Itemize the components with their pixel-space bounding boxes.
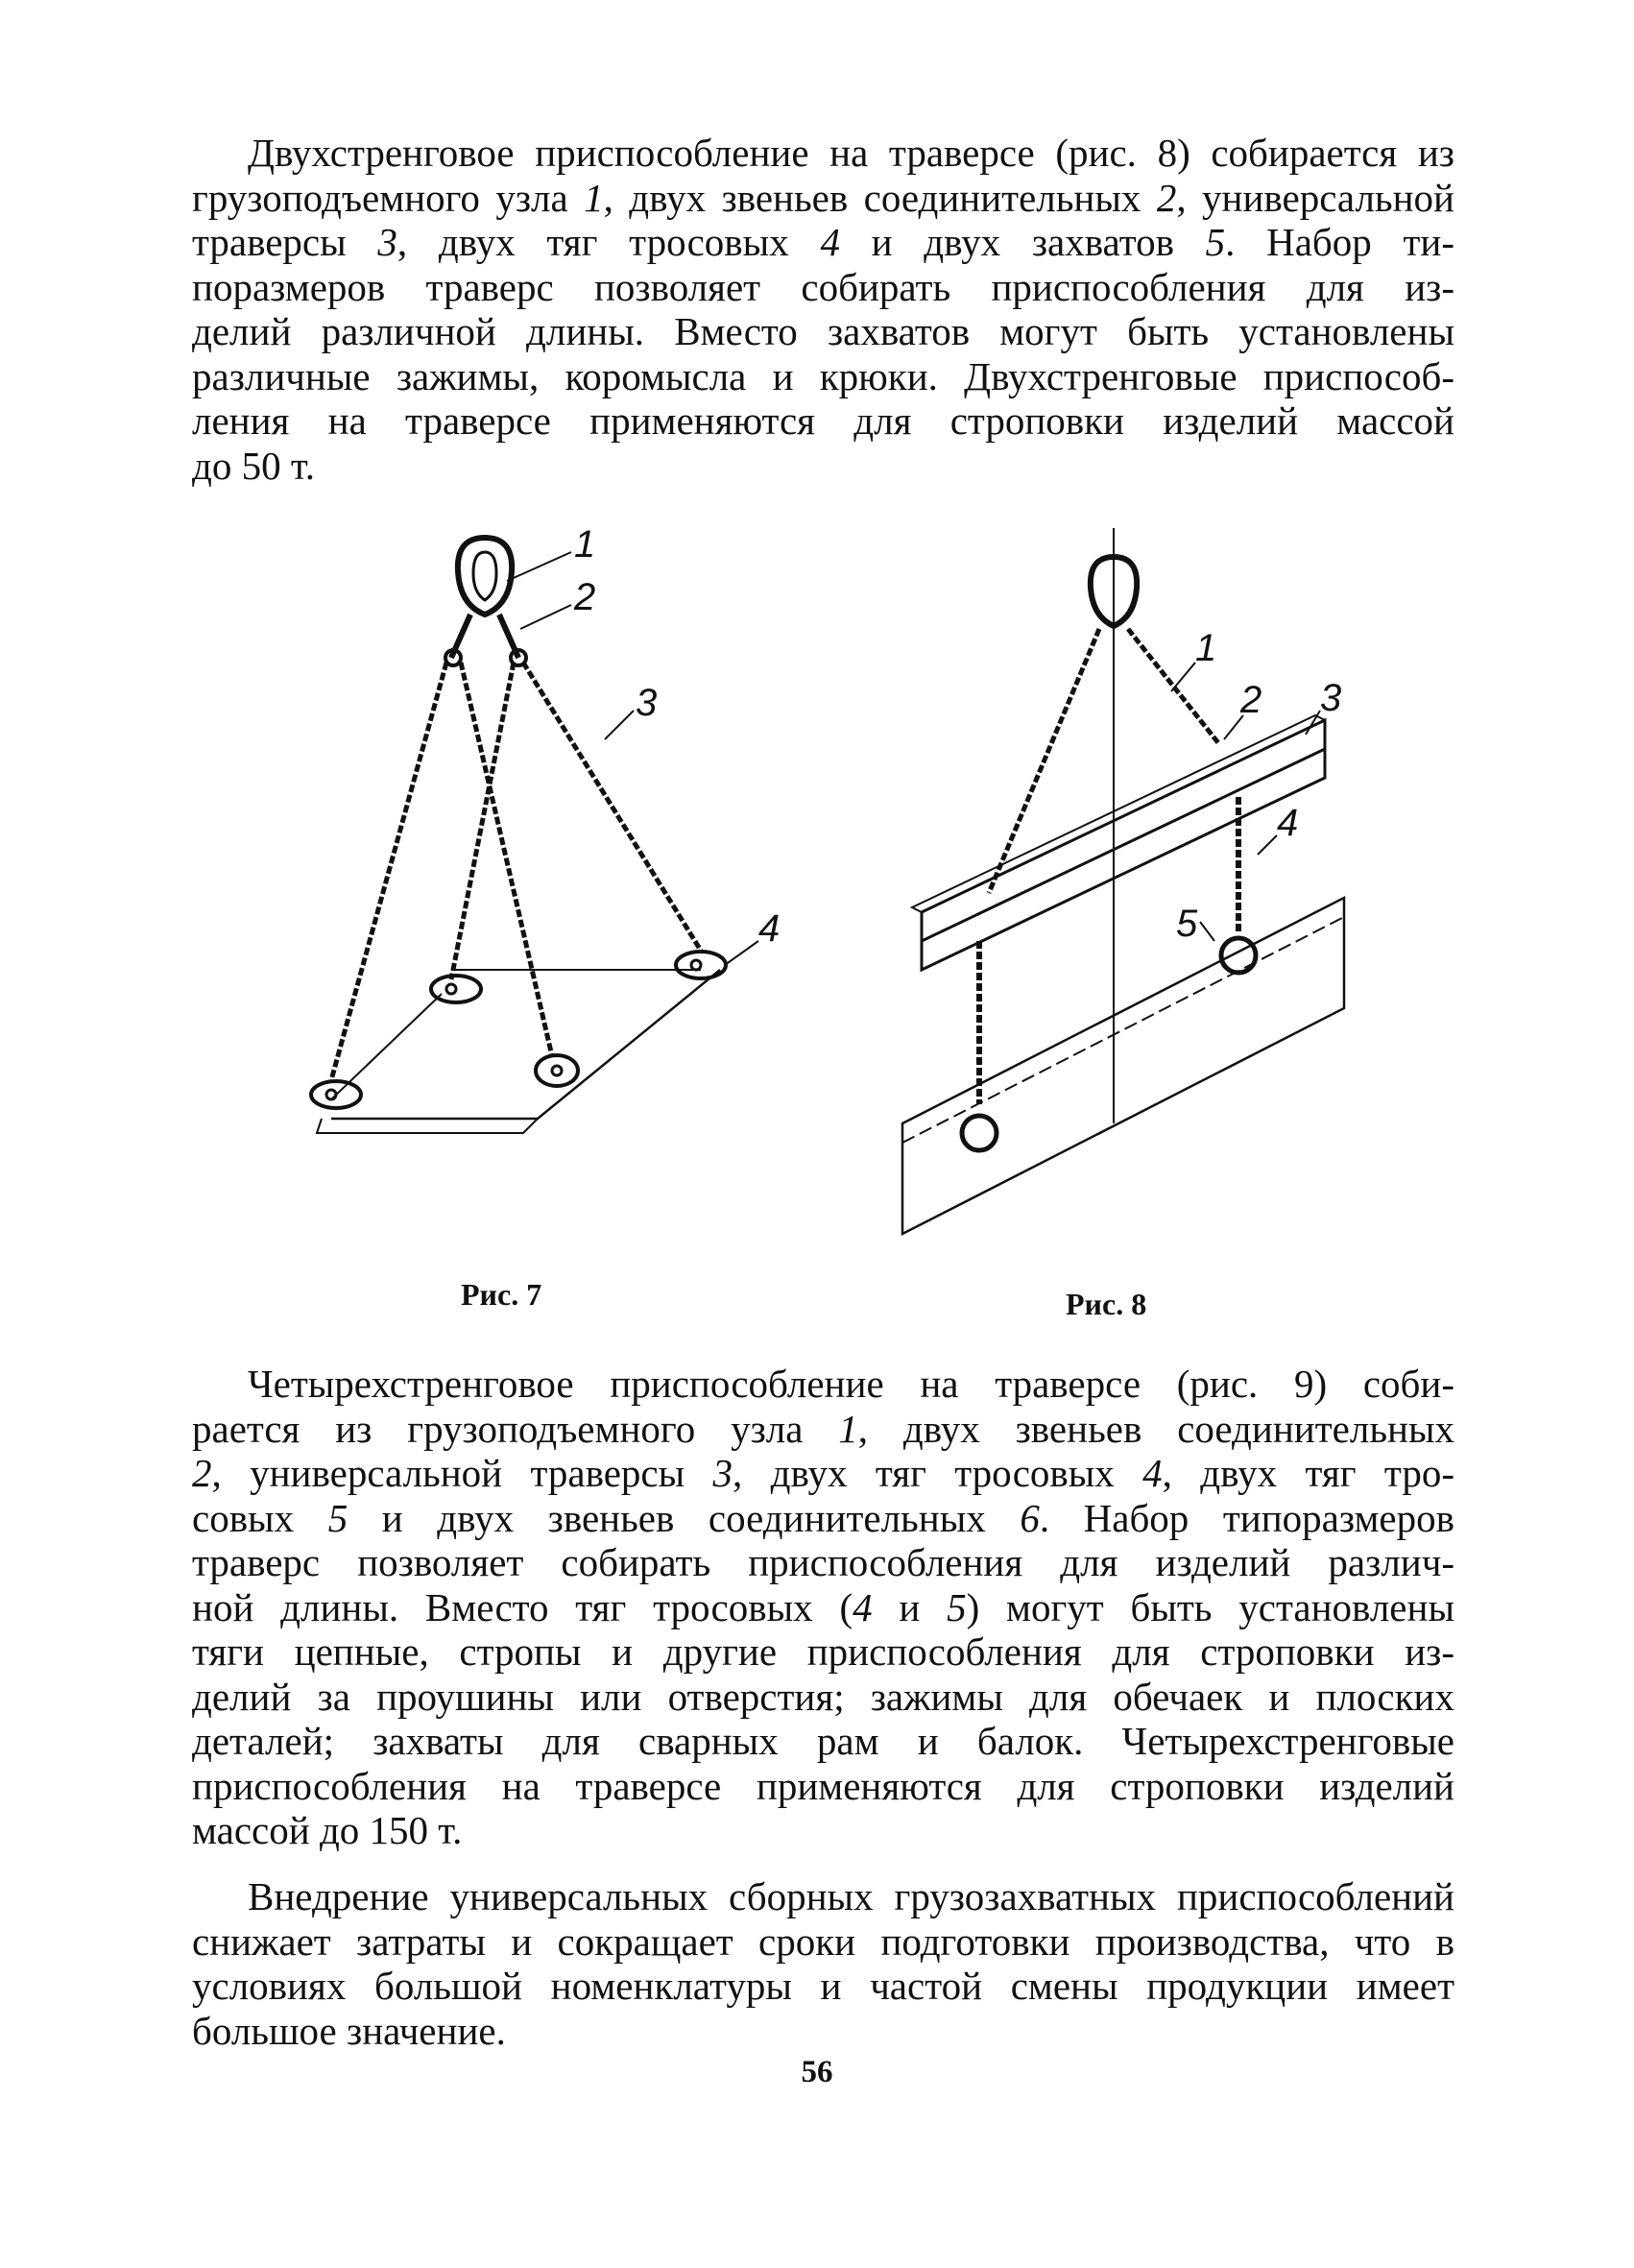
fig8-label-1: 1	[1195, 627, 1217, 669]
text-span: Двухстренговое приспособление на траверсе (рис. 8) собирается из	[248, 131, 1454, 175]
text-span: ления на траверсе применяются для строповки изделий массой	[192, 398, 1454, 443]
text-span: деталей; захваты для сварных рам и балок. Четырехстренговые	[192, 1719, 1454, 1763]
text-span: , двух звеньев соединительных	[857, 1406, 1454, 1451]
rope-back-left	[451, 663, 514, 979]
para2-line	[192, 1675, 1454, 1719]
fig7-label-1: 1	[574, 523, 596, 566]
item-number: 4	[820, 220, 840, 264]
text-span: условиях большой номенклатуры и частой смены продукции имеет	[192, 1964, 1454, 2008]
para1-line	[192, 398, 1454, 443]
item-number: 5	[327, 1495, 348, 1540]
item-number: 5	[1205, 220, 1226, 264]
item-number: 1	[584, 175, 604, 220]
text-span: поразмеров траверс позволяет собирать приспособления для из-	[192, 264, 1454, 309]
item-number: 4	[853, 1584, 873, 1629]
para2-line	[192, 1764, 1454, 1808]
figure-7-caption: Рис. 7	[461, 1277, 542, 1312]
text-span: различные зажимы, коромысла и крюки. Двухстренговые приспособ-	[192, 353, 1454, 398]
clamp-back-right	[676, 952, 726, 978]
para2-line	[192, 1808, 1454, 1852]
clamp-front-left	[311, 1081, 361, 1108]
text-span: ) могут быть установлены	[966, 1584, 1454, 1629]
clamp-front-right	[536, 1055, 578, 1086]
para2-line	[192, 1451, 1454, 1495]
text-span: снижает затраты и сокращает сроки подготовки производства, что в	[192, 1918, 1454, 1964]
traverse-beam	[922, 720, 1325, 941]
item-number: 2	[1156, 175, 1177, 220]
para3-line	[192, 2009, 1454, 2053]
text-span: тяги цепные, стропы и другие приспособления для строповки из-	[192, 1629, 1454, 1674]
text-span: делий различной длины. Вместо захватов могут быть установлены	[192, 309, 1454, 353]
text-span: до 50 т.	[192, 443, 315, 488]
figure-8-drawing	[883, 528, 1382, 1258]
text-span: приспособления на траверсе применяются для строповки изделий	[192, 1763, 1454, 1808]
para2-line	[192, 1540, 1454, 1584]
text-span: и двух захватов	[839, 220, 1206, 264]
item-number: 6	[1020, 1495, 1040, 1540]
para3-line	[248, 1874, 1454, 1918]
text-span: , двух тяг тро-	[1162, 1451, 1454, 1495]
text-span: грузоподъемного узла	[192, 175, 585, 220]
text-span: , универсальной	[1176, 175, 1455, 220]
text-span: , двух тяг тросовых	[733, 1451, 1143, 1495]
para2-line	[192, 1407, 1454, 1451]
para1-line	[192, 354, 1454, 398]
text-span: ной длины. Вместо тяг тросовых (	[192, 1584, 853, 1629]
fig8-label-5: 5	[1176, 903, 1198, 945]
text-span: , двух тяг тросовых	[396, 220, 821, 264]
para2-line	[248, 1362, 1454, 1406]
page-number: 56	[801, 2055, 833, 2089]
lifting-ring	[458, 538, 512, 615]
fig7-label-2: 2	[574, 576, 596, 618]
text-span: и	[872, 1584, 948, 1629]
para2-line	[192, 1629, 1454, 1674]
para3-line	[192, 1919, 1454, 1964]
fig7-label-4: 4	[758, 907, 781, 950]
item-number: 5	[947, 1584, 967, 1629]
rope-front-left	[331, 663, 446, 1080]
item-number: 3	[712, 1451, 733, 1495]
para1-line	[192, 444, 1454, 488]
text-span: . Набор ти-	[1225, 220, 1454, 264]
item-number: 1	[838, 1406, 858, 1451]
para1-line	[192, 265, 1454, 309]
fig8-label-3: 3	[1320, 677, 1342, 719]
text-span: массой до 150 т.	[192, 1808, 463, 1852]
fig8-label-2: 2	[1240, 679, 1262, 721]
para3-line	[192, 1964, 1454, 2008]
fig8-label-4: 4	[1277, 802, 1299, 844]
text-span: и двух звеньев соединительных	[348, 1495, 1021, 1540]
text-span: большое значение.	[192, 2008, 506, 2053]
item-number: 3	[377, 220, 397, 264]
figure-8-caption: Рис. 8	[1066, 1287, 1147, 1321]
text-span: рается из грузоподъемного узла	[192, 1406, 839, 1451]
clamp-back-left	[431, 976, 481, 1002]
para1-line	[192, 176, 1454, 220]
text-span: Внедрение универсальных сборных грузозахватных приспособлений	[248, 1874, 1454, 1918]
text-span: совых	[192, 1495, 328, 1540]
text-span: , двух звеньев соединительных	[603, 175, 1157, 220]
rope-back-right	[523, 663, 701, 951]
item-number: 4	[1142, 1451, 1163, 1495]
text-span: . Набор типоразмеров	[1039, 1495, 1454, 1540]
text-span: Четырехстренговое приспособление на траверсе (рис. 9) соби-	[248, 1362, 1454, 1406]
fig7-label-3: 3	[636, 682, 658, 724]
para1-line	[248, 131, 1454, 175]
para1-line	[192, 220, 1454, 264]
item-number: 2	[192, 1451, 212, 1495]
text-span: делий за проушины или отверстия; зажимы для обечаек и плоских	[192, 1674, 1454, 1719]
text-span: траверс позволяет собирать приспособления для изделий различ-	[192, 1540, 1454, 1584]
para1-line	[192, 309, 1454, 353]
text-span: траверсы	[192, 220, 378, 264]
figure-7-drawing	[278, 519, 816, 1152]
text-span: , универсальной траверсы	[211, 1451, 713, 1495]
para2-line	[192, 1585, 1454, 1629]
para2-line	[192, 1719, 1454, 1763]
para2-line	[192, 1496, 1454, 1540]
